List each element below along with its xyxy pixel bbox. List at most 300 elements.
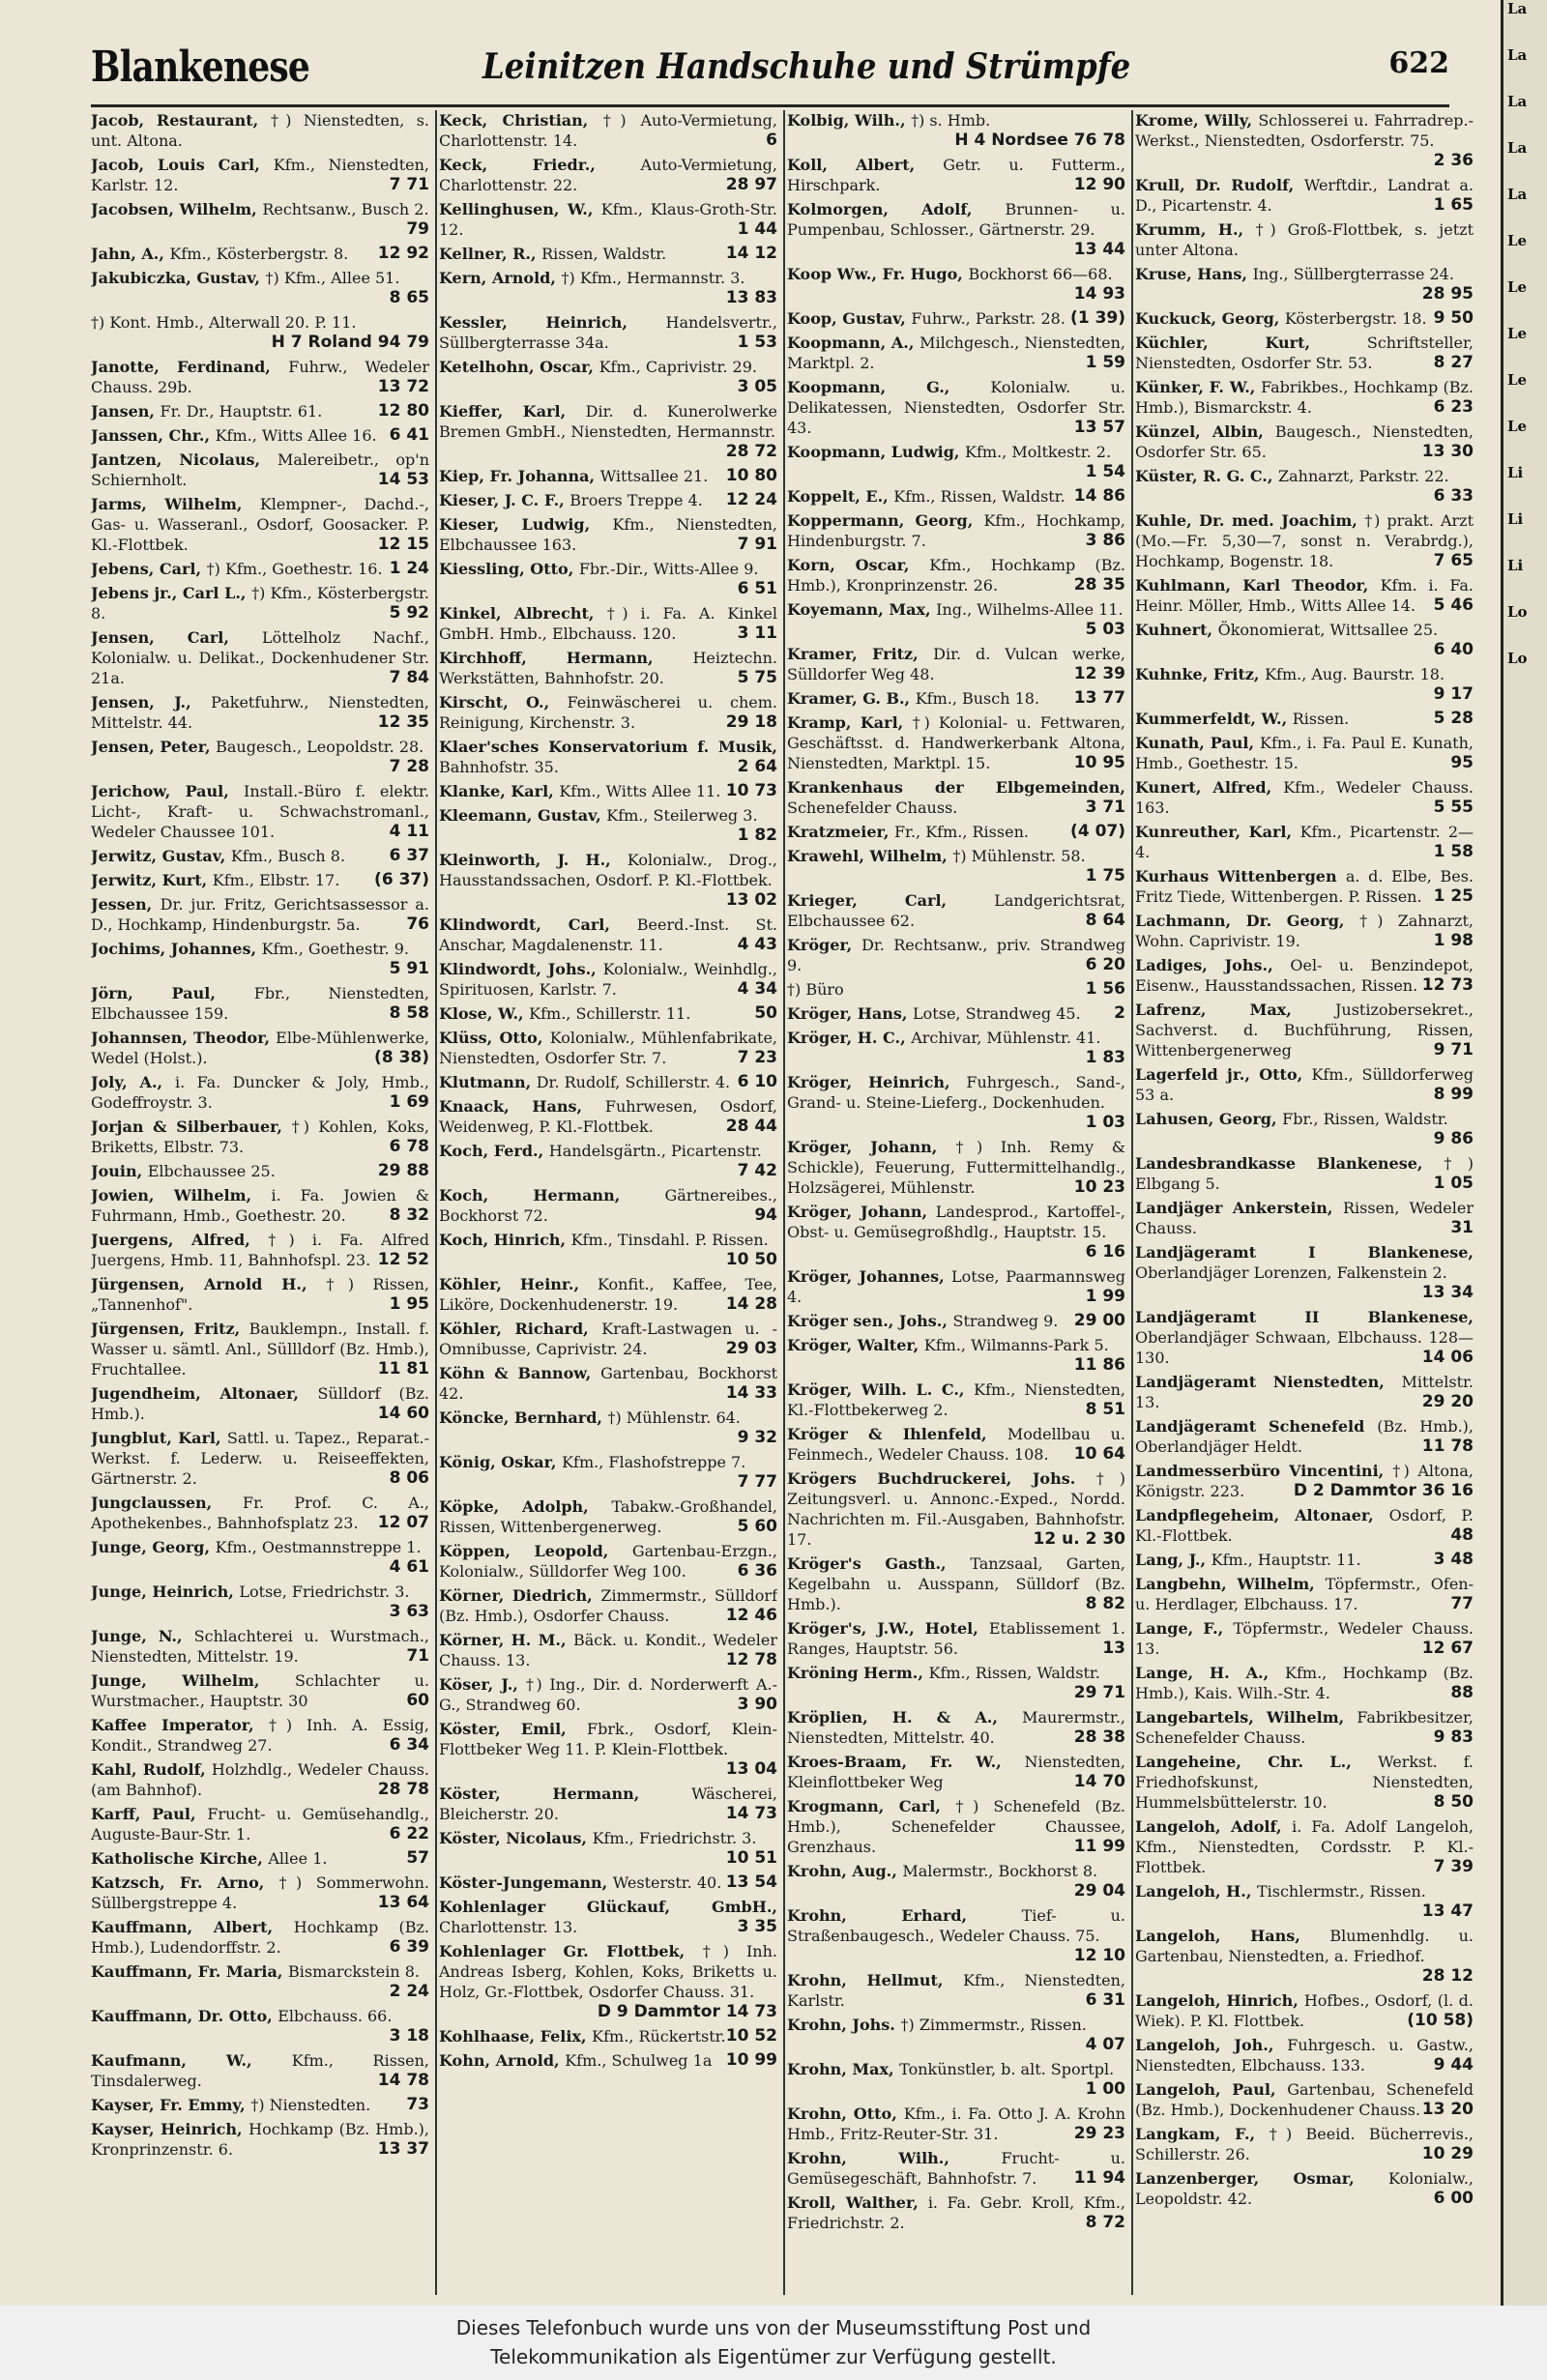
directory-entry <box>439 1003 777 1024</box>
phone-number: 13 57 <box>1073 418 1125 437</box>
phone-number: 1 00 <box>1085 2079 1125 2099</box>
edge-fragment: Li <box>1507 464 1524 481</box>
edge-fragment: Li <box>1507 510 1524 528</box>
entry-details: i. Fa. Adolf Langeloh, Kfm., Nienstedten, Cordsstr. P. Kl.-Flottbek. <box>1135 1817 1474 1876</box>
directory-entry <box>439 805 777 846</box>
phone-number: H 7 Roland 94 79 <box>271 333 429 352</box>
directory-entry <box>787 599 1125 640</box>
phone-number: 1 99 <box>1085 1287 1125 1306</box>
directory-entry <box>1135 1198 1474 1238</box>
directory-entry <box>787 688 1125 709</box>
entry-name: Kohlenlager Gr. Flottbek, <box>439 1942 703 1960</box>
entry-name: Krohn, Max, <box>787 2060 900 2078</box>
entry-details: †) i. Fa. A. Kinkel GmbH. Hmb., Elbchauss. 120. <box>439 604 777 643</box>
entry-name: Krohn, Otto, <box>787 2104 904 2123</box>
entry-details: a. d. Elbe, Bes. Fritz Tiede, Wittenbergen. P. Rissen. <box>1135 867 1474 906</box>
edge-fragment: La <box>1507 0 1528 17</box>
entry-details: Kfm., Aug. Baurstr. 18. <box>1265 665 1445 683</box>
directory-entry <box>787 1137 1125 1198</box>
phone-number: D 2 Dammtor 36 16 <box>1293 1481 1474 1500</box>
phone-number: 3 35 <box>737 1917 777 1936</box>
edge-fragment: Le <box>1507 371 1528 389</box>
directory-entry <box>1135 777 1474 818</box>
entry-name: Keck, Christian, <box>439 111 603 130</box>
phone-number: 5 28 <box>1433 709 1474 728</box>
footer-line-1: Dieses Telefonbuch wurde uns von der Museumsstiftung Post und <box>455 2316 1092 2339</box>
entry-details: Osdorf, P. Kl.-Flottbek. <box>1135 1506 1474 1545</box>
entry-details: Kraft-Lastwagen u. -Omnibusse, Caprivistr. 24. <box>439 1320 777 1358</box>
entry-name: Künker, F. W., <box>1135 378 1262 396</box>
directory-entry <box>439 1363 777 1404</box>
entry-details: Milchgesch., Nienstedten, Marktpl. 2. <box>787 334 1125 372</box>
column-divider <box>435 110 437 2295</box>
entry-details: Landgerichtsrat, Elbchaussee 62. <box>787 891 1125 930</box>
entry-details: Kfm., i. Fa. Otto J. A. Krohn Hmb., Fritz-Reuter-Str. 31. <box>787 2104 1125 2143</box>
entry-details: Gartenbau, Bockhorst 42. <box>439 1364 777 1403</box>
directory-entry <box>91 2006 429 2046</box>
entry-name: Kröger, H. C., <box>787 1029 912 1047</box>
entry-name: Jörn, Paul, <box>91 984 254 1002</box>
phone-number: 14 12 <box>725 244 777 263</box>
directory-entry <box>787 2015 1125 2055</box>
phone-number: 1 05 <box>1433 1174 1474 1193</box>
directory-entry <box>439 514 777 555</box>
entry-name: Kuhnert, <box>1135 621 1218 639</box>
directory-entry <box>439 1072 777 1092</box>
entry-name: Kieser, Ludwig, <box>439 515 613 534</box>
entry-details: Kolonialw., Leopoldstr. 42. <box>1135 2169 1474 2208</box>
directory-entry <box>91 983 429 1024</box>
entry-details: Gartenbau, Schenefeld (Bz. Hmb.), Dockenhudener Chauss. <box>1135 2080 1474 2119</box>
directory-entry <box>1135 1461 1474 1501</box>
directory-entry <box>787 846 1125 886</box>
entry-name: Jerwitz, Kurt, <box>91 871 213 889</box>
phone-number: 4 07 <box>1085 2035 1125 2054</box>
entry-name: Kröger, Wilh. L. C., <box>787 1380 975 1399</box>
directory-entry <box>1135 664 1474 705</box>
entry-details: Gärtnereibes., Bockhorst 72. <box>439 1186 777 1225</box>
directory-entry <box>1135 1416 1474 1457</box>
entry-details: Tanzsaal, Garten, Kegelbahn u. Ausspann, Sülldorf (Bz. Hmb.). <box>787 1554 1125 1613</box>
entry-details: Elbchaussee 25. <box>147 1162 276 1180</box>
footer-note <box>0 2306 1547 2380</box>
entry-name: Janssen, Chr., <box>91 426 216 445</box>
entry-name: Koopmann, G., <box>787 378 991 396</box>
phone-number: 3 63 <box>389 1602 429 1621</box>
phone-number: 10 50 <box>725 1250 777 1269</box>
phone-number: 14 86 <box>1073 486 1125 506</box>
entry-details: Bismarckstein 8. <box>288 1962 420 1981</box>
entry-details: Kfm., Friedrichstr. 3. <box>592 1829 757 1847</box>
entry-details: †) Zimmermstr., Rissen. <box>900 2016 1087 2034</box>
directory-entry <box>91 559 429 579</box>
entry-details: †) Kfm., Goethestr. 16. <box>206 560 383 578</box>
entry-details: †) Inh. Remy & Schickle), Feuerung, Futtermittelhandlg., Holzsägerei, Mühlenstr. <box>787 1138 1125 1197</box>
entry-name: Lahusen, Georg, <box>1135 1110 1283 1128</box>
phone-number: 6 <box>766 131 777 150</box>
entry-details: Dir. d. Vulcan werke, Sülldorfer Weg 48. <box>787 645 1125 683</box>
directory-entry <box>91 1493 429 1533</box>
directory-entry <box>91 1626 429 1667</box>
phone-number: 8 51 <box>1085 1400 1125 1419</box>
entry-details: †) Büro <box>787 980 844 999</box>
directory-entry <box>1135 822 1474 862</box>
entry-details: Zahnarzt, Parkstr. 22. <box>1278 467 1449 485</box>
directory-entry <box>787 890 1125 931</box>
directory-entry <box>91 450 429 490</box>
entry-name: Krome, Willy, <box>1135 111 1259 130</box>
phone-number: 9 50 <box>1433 308 1474 328</box>
entry-details: Schlosserei u. Fahrradrep.-Werkst., Nienstedten, Osdorferstr. 75. <box>1135 111 1474 150</box>
entry-details: Schenefelder Chauss. <box>787 798 958 817</box>
entry-name: Köser, J., <box>439 1675 526 1694</box>
entry-name: Landjägeramt II Blankenese, <box>1135 1308 1474 1326</box>
directory-entry <box>439 2026 777 2046</box>
entry-details: Sattl. u. Tapez., Reparat.-Werkst. f. Lederw. u. Reiseeffekten, Gärtnerstr. 2. <box>91 1429 429 1488</box>
entry-name: Krohn, Johs. <box>787 2016 901 2034</box>
entry-name: Kellinghusen, W., <box>439 200 601 218</box>
phone-number: 9 86 <box>1433 1129 1474 1148</box>
phone-number: (8 38) <box>374 1048 429 1067</box>
entry-name: Körner, H. M., <box>439 1631 573 1649</box>
entry-name: Köster-Jungemann, <box>439 1873 613 1892</box>
entry-name: Klüss, Otto, <box>439 1029 550 1047</box>
directory-entry <box>787 1202 1125 1263</box>
entry-details: Kfm., Nienstedten, Elbchaussee 163. <box>439 515 777 554</box>
directory-entry <box>91 846 429 866</box>
phone-number: 7 84 <box>389 668 429 687</box>
column-1 <box>91 110 429 2295</box>
entry-name: Langeheine, Chr. L., <box>1135 1753 1379 1771</box>
phone-number: 13 72 <box>377 377 429 396</box>
directory-entry <box>91 1804 429 1844</box>
entry-details: i. Fa. Jowien & Fuhrmann, Hmb., Goethestr. 20. <box>91 1186 429 1225</box>
phone-number: 7 65 <box>1433 551 1474 570</box>
phone-number: 12 15 <box>377 535 429 554</box>
phone-number: 14 93 <box>1073 284 1125 304</box>
directory-entry <box>787 2059 1125 2100</box>
entry-name: Jürgensen, Arnold H., <box>91 1275 327 1293</box>
entry-name: Jebens, Carl, <box>91 560 207 578</box>
entry-name: Klutmann, <box>439 1073 537 1091</box>
entry-name: Koppelt, E., <box>787 487 894 506</box>
entry-name: Landjäger Ankerstein, <box>1135 1199 1343 1217</box>
directory-entry <box>439 1872 777 1893</box>
phone-number: 95 <box>1450 753 1474 772</box>
phone-number: 28 12 <box>1421 1966 1474 1986</box>
directory-entry <box>787 1970 1125 2011</box>
entry-name: Kohlhaase, Felix, <box>439 2027 593 2046</box>
phone-number: 76 <box>406 914 429 934</box>
directory-entry <box>1135 1064 1474 1105</box>
entry-details: Kolonialw., Mühlenfabrikate, Nienstedten, Osdorfer Str. 7. <box>439 1029 777 1067</box>
entry-name: Lagerfeld jr., Otto, <box>1135 1065 1312 1084</box>
phone-number: 6 31 <box>1085 1990 1125 2010</box>
entry-name: Kieffer, Karl, <box>439 402 586 421</box>
edge-fragment: Lo <box>1507 650 1528 667</box>
directory-entry <box>439 1784 777 1824</box>
edge-fragment: La <box>1507 186 1528 203</box>
phone-number: 13 02 <box>725 890 777 910</box>
directory-entry <box>439 959 777 1000</box>
entry-details: Dr. jur. Fritz, Gerichtsassessor a. D., Hochkamp, Hindenburgstr. 5a. <box>91 895 429 934</box>
entry-details: Töpfermstr., Wedeler Chauss. 13. <box>1135 1619 1474 1658</box>
entry-name: Jacob, Restaurant, <box>91 111 272 130</box>
entry-details: Fr. Dr., Hauptstr. 61. <box>160 402 323 421</box>
entry-name: Kleinworth, J. H., <box>439 851 628 869</box>
directory-entry <box>91 939 429 979</box>
phone-number: 7 91 <box>737 535 777 554</box>
phone-number: 71 <box>406 1646 429 1666</box>
entry-details: Kfm. i. Fa. Heinr. Möller, Hmb., Witts Allee 14. <box>1135 576 1474 615</box>
entry-name: Johannsen, Theodor, <box>91 1029 277 1047</box>
directory-entry <box>787 442 1125 482</box>
entry-name: Kunreuther, Karl, <box>1135 823 1300 841</box>
entry-details: †) Inh. Andreas Isberg, Kohlen, Koks, Briketts u. Holz, Gr.-Flottbek, Osdorfer Chauss. 31. <box>439 1942 777 2001</box>
phone-number: 28 44 <box>725 1117 777 1136</box>
entry-name: Köncke, Bernhard, <box>439 1408 608 1427</box>
entry-name: Keck, Friedr., <box>439 156 641 174</box>
phone-number: 8 32 <box>389 1205 429 1225</box>
entry-name: Klaer'sches Konservatorium f. Musik, <box>439 738 777 756</box>
phone-number: 10 95 <box>1073 753 1125 772</box>
directory-entry <box>91 401 429 421</box>
entry-details: †) Beeid. Bücherrevis., Schillerstr. 26. <box>1135 2125 1474 2163</box>
entry-name: Janotte, Ferdinand, <box>91 358 289 376</box>
directory-entry <box>91 692 429 733</box>
entry-name: Jessen, <box>91 895 161 914</box>
entry-name: Kern, Arnold, <box>439 269 562 287</box>
phone-number: 1 24 <box>389 559 429 578</box>
directory-entry <box>439 1496 777 1537</box>
entry-details: Broers Treppe 4. <box>569 491 703 509</box>
entry-name: Küchler, Kurt, <box>1135 334 1367 352</box>
directory-entry <box>787 377 1125 438</box>
entry-details: Kfm., Witts Allee 11. <box>559 782 721 800</box>
entry-name: Jowien, Wilhelm, <box>91 1186 272 1205</box>
entry-details: †) Mühlenstr. 64. <box>607 1408 741 1427</box>
phone-number: 13 <box>1102 1639 1125 1658</box>
directory-entry <box>787 1379 1125 1420</box>
entry-details: Blumenhdlg. u. Gartenbau, Nienstedten, a. Friedhof. <box>1135 1927 1474 1965</box>
directory-entry <box>91 1319 429 1379</box>
phone-number: 7 28 <box>389 757 429 776</box>
entry-details: Auto-Vermietung, Charlottenstr. 22. <box>439 156 777 194</box>
directory-entry <box>91 494 429 555</box>
directory-entry <box>91 627 429 688</box>
phone-number: 1 98 <box>1433 931 1474 950</box>
entry-details: Handelsvertr., Süllbergterrasse 34a. <box>439 313 777 352</box>
phone-number: 29 20 <box>1421 1392 1474 1411</box>
phone-number: 1 82 <box>737 826 777 845</box>
entry-name: Krankenhaus der Elbgemeinden, <box>787 778 1125 797</box>
directory-entry <box>91 1917 429 1958</box>
entry-name: Joly, A., <box>91 1073 175 1091</box>
entry-name: Krögers Buchdruckerei, Johs. <box>787 1469 1096 1488</box>
phone-number: 3 90 <box>737 1695 777 1714</box>
phone-number: 12 07 <box>377 1513 429 1532</box>
entry-name: Koch, Ferd., <box>439 1142 549 1160</box>
entry-details: Kfm., Hochkamp (Bz. Hmb.), Kronprinzenstr. 26. <box>787 556 1125 595</box>
entry-name: Klindwordt, Carl, <box>439 915 637 934</box>
column-3 <box>787 110 1125 2295</box>
directory-entry <box>91 1582 429 1622</box>
entry-details: †) Sommerwohn. Süllbergstreppe 4. <box>91 1873 429 1912</box>
entry-details: Kolonialw., Drog., Hausstandssachen, Osdorf. P. Kl.-Flottbek. <box>439 851 777 889</box>
entry-name: Kleemann, Gustav, <box>439 806 607 825</box>
advertisement-banner: Leinitzen Handschuhe und Strümpfe <box>482 46 1131 87</box>
entry-name: Kayser, Heinrich, <box>91 2120 249 2138</box>
directory-entry <box>787 155 1125 195</box>
directory-entry <box>1135 575 1474 616</box>
entry-details: Getr. u. Futterm., Hirschpark. <box>787 156 1125 194</box>
directory-entry <box>91 1185 429 1226</box>
directory-entry <box>91 155 429 195</box>
entry-details: Baugesch., Leopoldstr. 28. <box>216 738 424 756</box>
entry-name: Landmesserbüro Vincentini, <box>1135 1462 1393 1480</box>
directory-entry <box>439 1719 777 1780</box>
directory-entry <box>787 199 1125 260</box>
directory-entry <box>1135 510 1474 571</box>
entry-name: Karff, Paul, <box>91 1805 208 1823</box>
directory-entry <box>1135 1372 1474 1412</box>
phone-number: 9 17 <box>1433 684 1474 704</box>
directory-entry <box>91 199 429 240</box>
directory-entry <box>787 1072 1125 1133</box>
entry-details: Heiztechn. Werkstätten, Bahnhofstr. 20. <box>439 649 777 687</box>
phone-number: 12 78 <box>725 1650 777 1669</box>
entry-details: Kfm., Steilerweg 3. <box>606 806 758 825</box>
entry-details: Gartenbau-Erzgn., Kolonialw., Sülldorfer Weg 100. <box>439 1542 777 1581</box>
directory-entry <box>439 1674 777 1715</box>
entry-name: Langeloh, Hans, <box>1135 1927 1330 1945</box>
entry-details: Dr. Rechtsanw., priv. Strandweg 9. <box>787 936 1125 974</box>
phone-number: (6 37) <box>374 870 429 889</box>
directory-entry <box>91 2050 429 2091</box>
phone-number: 5 46 <box>1433 595 1474 615</box>
entry-name: Köppen, Leopold, <box>439 1542 632 1560</box>
directory-entry <box>787 308 1125 329</box>
directory-entry <box>1135 1109 1474 1149</box>
directory-entry <box>787 2148 1125 2189</box>
phone-number: 11 78 <box>1421 1437 1474 1456</box>
entry-details: Schriftsteller, Nienstedten, Osdorfer Str. 53. <box>1135 334 1474 372</box>
phone-number: 6 00 <box>1433 2189 1474 2208</box>
entry-name: Kaffee Imperator, <box>91 1716 270 1734</box>
phone-number: 79 <box>406 219 429 239</box>
directory-entry <box>787 2192 1125 2233</box>
phone-number: 2 24 <box>389 1982 429 2001</box>
entry-details: Schlachter u. Wurstmacher., Hauptstr. 30 <box>91 1671 429 1710</box>
directory-entry <box>1135 2079 1474 2120</box>
directory-entry <box>787 333 1125 373</box>
directory-entry <box>91 1670 429 1711</box>
entry-details: Baugesch., Nienstedten, Osdorfer Str. 65. <box>1135 422 1474 461</box>
directory-entry <box>787 555 1125 595</box>
directory-entry <box>91 312 429 353</box>
column-2 <box>439 110 777 2295</box>
entry-details: Kfm., Tinsdahl. P. Rissen. <box>570 1231 769 1249</box>
entry-details: Handelsgärtn., Picartenstr. <box>548 1142 762 1160</box>
entry-name: Krohn, Hellmut, <box>787 1971 964 1989</box>
entry-details: Lotse, Strandweg 45. <box>913 1004 1081 1023</box>
directory-entry <box>91 425 429 446</box>
entry-name: Kröger's Gasth., <box>787 1554 971 1573</box>
phone-number: 8 99 <box>1433 1085 1474 1104</box>
entry-details: Modellbau u. Feinmech., Wedeler Chauss. 108. <box>787 1425 1125 1464</box>
phone-number: 9 32 <box>737 1428 777 1447</box>
directory-entry <box>787 1468 1125 1550</box>
entry-name: Korn, Oscar, <box>787 556 930 574</box>
phone-number: 9 83 <box>1433 1727 1474 1747</box>
entry-details: Feinwäscherei u. chem. Reinigung, Kirchenstr. 3. <box>439 693 777 732</box>
phone-number: 1 03 <box>1085 1113 1125 1132</box>
entry-details: †) Mühlenstr. 58. <box>952 847 1086 865</box>
entry-details: Fuhrw., Parkstr. 28. <box>911 309 1065 328</box>
entry-details: Fbr.-Dir., Witts-Allee 9. <box>578 560 759 578</box>
entry-details: Elbchauss. 66. <box>277 2007 393 2025</box>
entry-details: Ökonomierat, Wittsallee 25. <box>1217 621 1439 639</box>
directory-entry <box>439 1230 777 1270</box>
entry-details: Kfm., Nienstedten, Kl.-Flottbekerweg 2. <box>787 1380 1125 1419</box>
directory-entry <box>439 1096 777 1137</box>
directory-entry <box>787 1028 1125 1068</box>
entry-name: Langeloh, Hinrich, <box>1135 1991 1304 2010</box>
phone-number: 29 18 <box>725 712 777 732</box>
entry-details: Rissen, Wedeler Chauss. <box>1135 1199 1474 1237</box>
entry-name: Jahn, A., <box>91 245 170 263</box>
entry-name: Koop Ww., Fr. Hugo, <box>787 265 969 283</box>
directory-entry <box>787 110 1125 151</box>
directory-entry <box>91 1072 429 1113</box>
phone-number: (10 58) <box>1407 2011 1474 2030</box>
directory-entry <box>1135 219 1474 260</box>
phone-number: 1 25 <box>1433 886 1474 906</box>
entry-details: Kfm., Rückertstr. <box>592 2027 726 2046</box>
directory-entry <box>1135 1926 1474 1987</box>
entry-details: Kösterbergstr. 18. <box>1284 309 1427 328</box>
entry-details: Oberlandjäger Lorenzen, Falkenstein 2. <box>1135 1263 1447 1282</box>
phone-number: 13 04 <box>725 1759 777 1779</box>
entry-name: Kröger, Walter, <box>787 1336 924 1354</box>
entry-details: †) Kfm., Hermannstr. 3. <box>561 269 745 287</box>
entry-name: Jerichow, Paul, <box>91 782 245 800</box>
phone-number: 12 39 <box>1073 664 1125 683</box>
entry-details: Archivar, Mühlenstr. 41. <box>911 1029 1101 1047</box>
entry-details: Lotse, Paarmannsweg 4. <box>787 1267 1125 1306</box>
page-header <box>91 43 1449 102</box>
directory-entry <box>439 2050 777 2071</box>
phone-number: 12 92 <box>377 244 429 263</box>
phone-number: 6 20 <box>1085 955 1125 974</box>
entry-details: Wittsallee 21. <box>599 467 709 485</box>
directory-entry <box>787 1311 1125 1331</box>
next-page-edge <box>1501 0 1547 2306</box>
phone-number: 12 67 <box>1421 1639 1474 1658</box>
directory-entry <box>787 777 1125 818</box>
entry-details: †) Zahnarzt, Wohn. Caprivistr. 19. <box>1135 912 1474 950</box>
entry-details: †) Ing., Dir. d. Norderwerft A.-G., Strandweg 60. <box>439 1675 777 1714</box>
entry-name: Jacobsen, Wilhelm, <box>91 200 263 218</box>
entry-name: Langebartels, Wilhelm, <box>1135 1708 1357 1727</box>
entry-details: †) Groß-Flottbek, s. jetzt unter Altona. <box>1135 220 1474 259</box>
directory-entry <box>1135 733 1474 773</box>
entry-name: Kröplien, H. & A., <box>787 1708 1023 1727</box>
entry-details: Kfm., Rissen, Waldstr. <box>928 1664 1100 1682</box>
entry-details: Fr. Prof. C. A., Apothekenbes., Bahnhofsplatz 23. <box>91 1494 429 1532</box>
phone-number: 28 95 <box>1421 284 1474 304</box>
entry-name: Kiep, Fr. Johanna, <box>439 467 600 485</box>
